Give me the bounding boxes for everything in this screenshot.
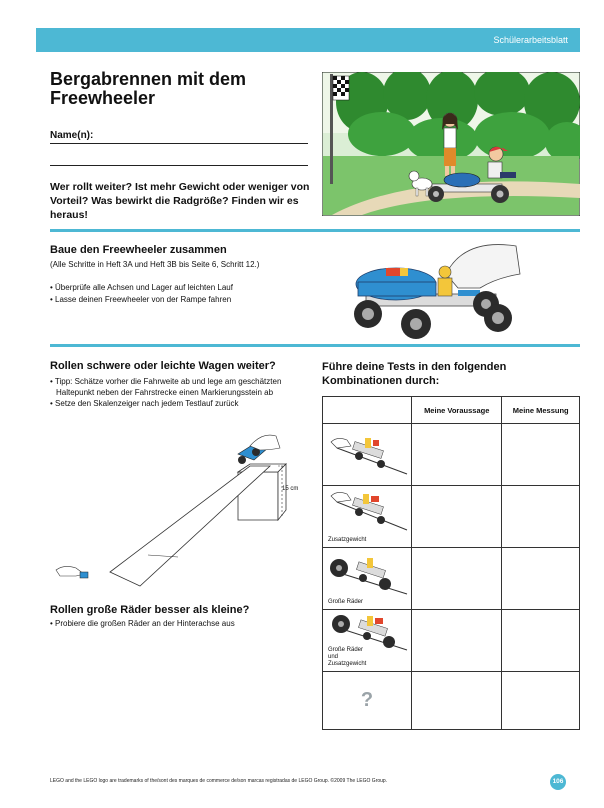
- table-header-prediction: Meine Voraussage: [412, 397, 502, 424]
- tests-heading: Führe deine Tests in den folgenden Kombinationen durch:: [322, 361, 507, 387]
- section-divider: [50, 229, 580, 232]
- footer-trademark: LEGO and the LEGO logo are trademarks of the/sont des marques de commerce de/son marcas registradas de LEGO Group. ©2009 The LEGO Group.: [50, 778, 388, 784]
- measurement-cell[interactable]: [502, 424, 580, 486]
- table-row: [323, 424, 580, 486]
- ramp-car-icon: [323, 424, 411, 480]
- measurement-cell[interactable]: [502, 548, 580, 610]
- prediction-cell[interactable]: [412, 486, 502, 548]
- race-illustration: [322, 72, 580, 216]
- combo-cell: [323, 672, 412, 730]
- combo-label: Große Räder und Zusatzgewicht: [328, 647, 367, 667]
- table-row: [323, 548, 580, 610]
- table-row: [323, 610, 580, 672]
- big-wheels-list: [50, 619, 235, 628]
- table-row: [323, 672, 580, 730]
- table-header-measurement: Meine Messung: [502, 397, 580, 424]
- freewheeler-model-illustration: [346, 234, 522, 344]
- prediction-cell[interactable]: [412, 548, 502, 610]
- header-label: Schülerarbeitsblatt: [493, 35, 568, 45]
- table-row: [323, 486, 580, 548]
- page-number: 106: [552, 778, 564, 785]
- table-header-row: [323, 397, 580, 424]
- measurement-cell[interactable]: [502, 672, 580, 730]
- name-label: Name(n):: [50, 130, 94, 141]
- measurement-cell[interactable]: [502, 610, 580, 672]
- combo-cell: [323, 610, 412, 672]
- question-mark: ?: [360, 689, 374, 711]
- name-line: [50, 165, 308, 166]
- list-item: • Lasse deinen Freewheeler von der Rampe fahren: [50, 294, 233, 306]
- build-list: [50, 282, 233, 306]
- page-title: Bergabrennen mit dem Freewheeler: [50, 69, 247, 108]
- combo-cell: [323, 424, 412, 486]
- section-divider: [50, 344, 580, 347]
- ramp-car-icon: [323, 486, 411, 542]
- test-combinations-table: [322, 396, 580, 730]
- roll-heading: Rollen schwere oder leichte Wagen weiter?: [50, 360, 276, 372]
- header-band: [36, 28, 580, 52]
- big-wheels-heading: Rollen große Räder besser als kleine?: [50, 604, 250, 616]
- ramp-height-label: 15 cm: [282, 486, 299, 492]
- name-line: [50, 143, 308, 144]
- prediction-cell[interactable]: [412, 672, 502, 730]
- prediction-cell[interactable]: [412, 424, 502, 486]
- intro-text: Wer rollt weiter? Ist mehr Gewicht oder weniger von Vorteil? Was bewirkt die Radgröße? Finden wir es heraus!: [50, 181, 310, 221]
- list-item: • Setze den Skalenzeiger nach jedem Testlauf zurück: [50, 398, 312, 409]
- build-heading: Baue den Freewheeler zusammen: [50, 244, 227, 256]
- list-item: • Probiere die großen Räder an der Hinterachse aus: [50, 619, 235, 628]
- roll-list: [50, 376, 312, 409]
- combo-cell: [323, 486, 412, 548]
- combo-cell: [323, 548, 412, 610]
- ramp-illustration: [50, 426, 312, 596]
- list-item: • Tipp: Schätze vorher die Fahrweite ab und lege am geschätzten Haltepunkt neben der Fahrstrecke einen Markierungsstein ab: [50, 376, 312, 398]
- build-note: (Alle Schritte in Heft 3A und Heft 3B bis Seite 6, Schritt 12.): [50, 260, 260, 269]
- list-item: • Überprüfe alle Achsen und Lager auf leichten Lauf: [50, 282, 233, 294]
- combo-label: Große Räder: [328, 599, 364, 605]
- ramp-car-icon: [323, 548, 411, 604]
- table-header-empty: [323, 397, 412, 424]
- combo-label: Zusatzgewicht: [328, 537, 367, 543]
- measurement-cell[interactable]: [502, 486, 580, 548]
- prediction-cell[interactable]: [412, 610, 502, 672]
